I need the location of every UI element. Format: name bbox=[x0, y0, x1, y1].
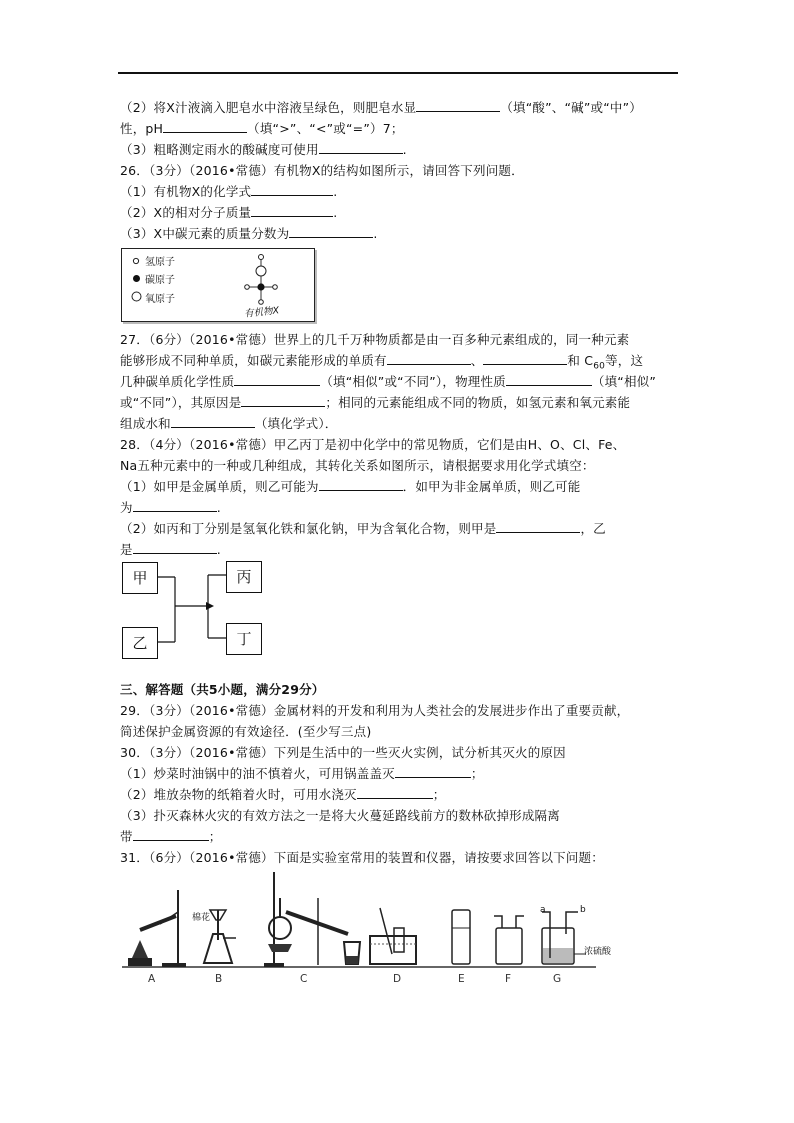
answer-blank[interactable] bbox=[241, 394, 325, 407]
port-b-annotation: b bbox=[580, 905, 586, 915]
text: . bbox=[333, 205, 338, 220]
text: . bbox=[373, 226, 378, 241]
legend-carbon bbox=[130, 274, 175, 287]
box-bing: 丙 bbox=[226, 561, 262, 593]
apparatus-d-icon bbox=[370, 908, 416, 964]
q30-l2 bbox=[120, 765, 484, 783]
oxygen-atom-icon bbox=[130, 291, 142, 306]
q29-l1: 29．（3分）（2016•常德）金属材料的开发和利用为人类社会的发展进步作出了重要贡献， bbox=[120, 703, 630, 718]
legend-oxygen bbox=[130, 291, 175, 306]
answer-blank[interactable] bbox=[496, 520, 580, 533]
answer-blank[interactable] bbox=[416, 99, 500, 112]
text: （3）粗略测定雨水的酸碱度可使用 bbox=[120, 142, 319, 157]
text: （2）堆放杂物的纸箱着火时，可用水浇灭 bbox=[120, 787, 357, 802]
q28-l2: Na五种元素中的一种或几种组成，其转化关系如图所示，请根据要求用化学式填空： bbox=[120, 458, 595, 473]
text: （1）炒菜时油锅中的油不慎着火，可用锅盖盖灭 bbox=[120, 766, 395, 781]
text: 等，这 bbox=[605, 353, 644, 368]
legend-label: 氢原子 bbox=[145, 257, 175, 268]
answer-blank[interactable] bbox=[234, 373, 320, 386]
text: 几种碳单质化学性质 bbox=[120, 374, 235, 389]
q26-s3 bbox=[120, 225, 378, 243]
text: （2）X的相对分子质量 bbox=[120, 205, 252, 220]
q28-l5 bbox=[120, 520, 606, 538]
text: . bbox=[402, 142, 407, 157]
text: （填“相似”或“不同”），物理性质 bbox=[320, 374, 506, 389]
apparatus-c-icon bbox=[264, 872, 360, 967]
text: （填“相似” bbox=[591, 374, 657, 389]
text: 、 bbox=[470, 353, 484, 368]
answer-blank[interactable] bbox=[319, 478, 403, 491]
answer-blank[interactable] bbox=[319, 141, 403, 154]
text: ；相同的元素能组成不同的物质，如氢元素和氧元素能 bbox=[325, 395, 631, 410]
q27-l4 bbox=[120, 394, 630, 412]
answer-blank[interactable] bbox=[133, 499, 217, 512]
apparatus-g-icon bbox=[542, 912, 586, 964]
text: 组成水和 bbox=[120, 416, 171, 431]
answer-blank[interactable] bbox=[133, 828, 209, 841]
answer-blank[interactable] bbox=[395, 765, 471, 778]
text: ； bbox=[208, 829, 222, 844]
q28-l4 bbox=[120, 499, 221, 517]
text: 带 bbox=[120, 829, 133, 844]
apparatus-a-icon bbox=[128, 890, 186, 967]
subscript: 60 bbox=[593, 361, 606, 372]
hydrogen-atom-icon bbox=[130, 257, 142, 269]
text: （填化学式）． bbox=[254, 416, 338, 431]
section-title: 三、解答题（共5小题，满分29分） bbox=[120, 682, 325, 697]
label-f: F bbox=[505, 973, 512, 985]
answer-blank[interactable] bbox=[133, 541, 217, 554]
text: （填“>”、“<”或“=”）7； bbox=[247, 121, 404, 136]
text: . bbox=[333, 184, 338, 199]
text: （填“酸”、“碱”或“中”） bbox=[500, 100, 642, 115]
q28-l1: 28．（4分）（2016•常德）甲乙丙丁是初中化学中的常见物质，它们是由H、O、Cl、Fe、 bbox=[120, 437, 626, 452]
q25-line3 bbox=[120, 120, 404, 138]
answer-blank[interactable] bbox=[171, 415, 255, 428]
q27-l2 bbox=[120, 352, 643, 376]
q30-l1: 30．（3分）（2016•常德）下列是生活中的一些灭火实例，试分析其灭火的原因 bbox=[120, 745, 566, 760]
box-yi: 乙 bbox=[122, 627, 158, 659]
apparatus-e-icon bbox=[452, 910, 470, 964]
text: （3）X中碳元素的质量分数为 bbox=[120, 226, 290, 241]
q27-l5 bbox=[120, 415, 337, 433]
legend-hydrogen bbox=[130, 257, 175, 269]
text: 能够形成不同种单质，如碳元素能形成的单质有 bbox=[120, 353, 387, 368]
carbon-atom-icon bbox=[130, 274, 142, 287]
text: 是 bbox=[120, 542, 133, 557]
q25-line4 bbox=[120, 141, 407, 159]
molecule-structure-icon bbox=[240, 251, 300, 307]
answer-blank[interactable] bbox=[289, 225, 373, 238]
answer-blank[interactable] bbox=[483, 352, 567, 365]
legend-label: 碳原子 bbox=[145, 275, 175, 286]
label-g: G bbox=[553, 973, 562, 985]
q30-l4: （3）扑灭森林火灾的有效方法之一是将大火蔓延路线前方的数林砍掉形成隔离 bbox=[120, 808, 560, 823]
apparatus-f-icon bbox=[494, 916, 524, 964]
answer-blank[interactable] bbox=[251, 183, 333, 196]
label-b: B bbox=[215, 973, 223, 985]
q27-l3 bbox=[120, 373, 656, 391]
text: （2）如丙和丁分别是氢氧化铁和氯化钠，甲为含氧化合物，则甲是 bbox=[120, 521, 497, 536]
q27-l1: 27．（6分）（2016•常德）世界上的几千万种物质都是由一百多种元素组成的，同一种元素 bbox=[120, 332, 630, 347]
text: . bbox=[216, 500, 221, 515]
q25-line2 bbox=[120, 99, 642, 117]
q28-l6 bbox=[120, 541, 221, 559]
label-d: D bbox=[393, 973, 402, 985]
text: （1）如甲是金属单质，则乙可能为 bbox=[120, 479, 319, 494]
q31-l1: 31．（6分）（2016•常德）下面是实验室常用的装置和仪器，请按要求回答以下问题： bbox=[120, 850, 604, 865]
text: ； bbox=[470, 766, 484, 781]
q30-l3 bbox=[120, 786, 445, 804]
molecule-caption: 有机物X bbox=[243, 305, 280, 320]
q26-stem: 26．（3分）（2016•常德）有机物X的结构如图所示，请回答下列问题． bbox=[120, 163, 524, 178]
q28-l3 bbox=[120, 478, 580, 496]
cotton-annotation: 棉花 bbox=[192, 913, 211, 923]
header-rule bbox=[118, 72, 678, 74]
q29-l2: 简述保护金属资源的有效途径．(至少写三点) bbox=[120, 724, 372, 739]
answer-blank[interactable] bbox=[357, 786, 433, 799]
text: 或“不同”），其原因是 bbox=[120, 395, 242, 410]
port-a-annotation: a bbox=[540, 905, 546, 915]
box-jia: 甲 bbox=[122, 562, 158, 594]
molecule-figure bbox=[121, 248, 315, 322]
acid-annotation: 浓硫酸 bbox=[584, 947, 612, 957]
q26-s2 bbox=[120, 204, 337, 222]
text: ； bbox=[432, 787, 446, 802]
answer-blank[interactable] bbox=[251, 204, 333, 217]
legend-label: 氧原子 bbox=[145, 294, 175, 305]
text: 和 C bbox=[567, 353, 594, 368]
q30-l5 bbox=[120, 828, 221, 846]
answer-blank[interactable] bbox=[506, 373, 592, 386]
label-e: E bbox=[458, 973, 465, 985]
label-a: A bbox=[148, 973, 156, 985]
q26-s1 bbox=[120, 183, 337, 201]
label-c: C bbox=[300, 973, 308, 985]
text: 性，pH bbox=[120, 121, 164, 136]
text: ，乙 bbox=[580, 521, 606, 536]
box-ding: 丁 bbox=[226, 623, 262, 655]
text: 为 bbox=[120, 500, 133, 515]
text: . bbox=[216, 542, 221, 557]
text: （2）将X汁液滴入肥皂水中溶液呈绿色，则肥皂水显 bbox=[120, 100, 417, 115]
text: （1）有机物X的化学式 bbox=[120, 184, 252, 199]
lab-apparatus-figure bbox=[118, 868, 600, 972]
answer-blank[interactable] bbox=[387, 352, 471, 365]
answer-blank[interactable] bbox=[163, 120, 247, 133]
text: ．如甲为非金属单质，则乙可能 bbox=[402, 479, 581, 494]
